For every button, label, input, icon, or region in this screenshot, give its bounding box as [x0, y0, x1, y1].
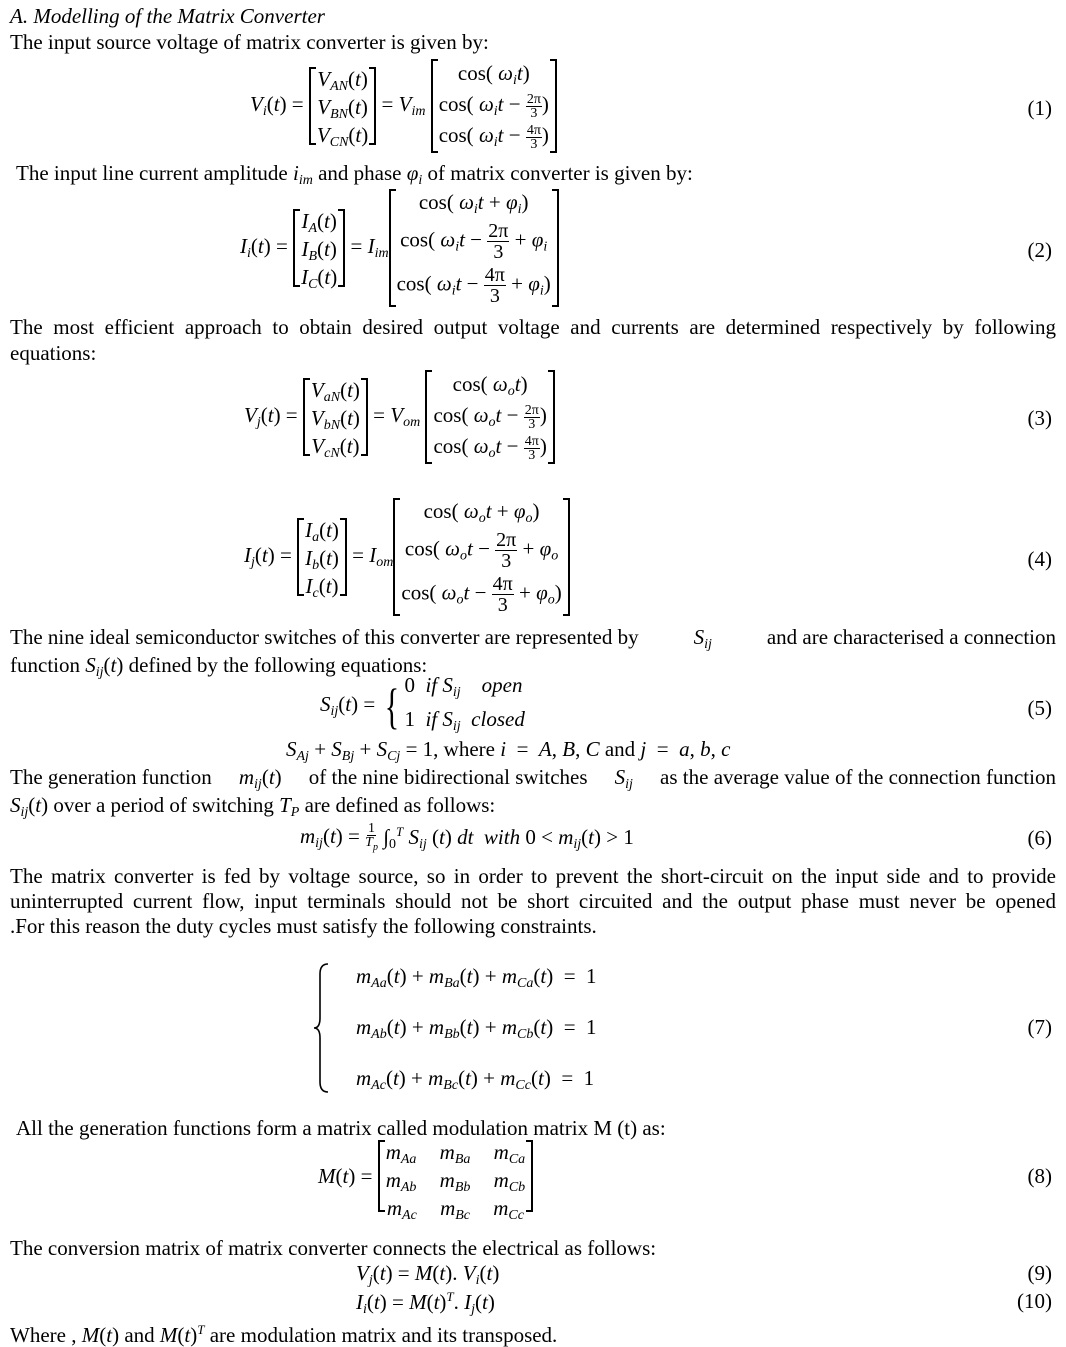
paragraph-conversion-matrix: The conversion matrix of matrix converter connects the electrical as follows:	[10, 1236, 657, 1260]
paragraph-output-line1: The most efficient approach to obtain desired output voltage and currents are determined respectively by following	[10, 315, 1056, 339]
paragraph-output-line2: equations:	[10, 341, 97, 365]
paragraph-where: Where , M(t) and $M(t)^T$ are modulation matrix and its transposed.	[10, 1322, 558, 1347]
equation-number: (4)	[1027, 547, 1052, 571]
equation-9: $V_j(t) = M(t)$. $V_i(t)$	[356, 1261, 500, 1288]
equation-number: (2)	[1027, 238, 1052, 262]
paragraph-switches-line2: function $S_{ij}(t)$ defined by the following equations:	[10, 653, 428, 680]
equation-6: $m_{ij}(t)$ = $\frac{1}{T_p}$ $\int_0^T$ $S_{ij}$ (t) dt with $0 < m_{ij}(t) > 1$	[300, 821, 634, 853]
equation-1: $V_i(t)$ = $V_{AN}(t)$ $V_{BN}(t)$ $V_{CN}(t)$ = $V_{im}$ cos( $\omega_it$) cos( $\omega_it$ − $\frac{2\pi}{3}$ ) cos( $\omega_it$ − $\frac{4\pi}{3}$ )	[250, 58, 557, 154]
paragraph-switches-line1: The nine ideal semiconductor switches of this converter are represented by $S_{ij}$ and are characterised a connection	[10, 625, 1056, 652]
equation-number: (9)	[1027, 1261, 1052, 1285]
equation-number: (6)	[1027, 826, 1052, 850]
left-brace	[312, 960, 332, 1096]
paragraph-constraints-line3: .For this reason the duty cycles must satisfy the following constraints.	[10, 914, 597, 938]
equation-5b: $S_{Aj} + S_{Bj} + S_{Cj} = 1$, where i = A, B, C and j = a, b, c	[286, 737, 731, 764]
equation-5: $S_{ij}(t)$ = { 0 if $S_{ij}$ open 1 if $S_{ij}$ closed	[320, 673, 525, 734]
paragraph-modulation-matrix: All the generation functions form a matrix called modulation matrix M (t) as:	[16, 1116, 666, 1140]
equation-number: (1)	[1027, 96, 1052, 120]
paragraph-generation-line2: $S_{ij}(t)$ over a period of switching $T_P$ are defined as follows:	[10, 793, 496, 820]
equation-10: $I_i(t) = M(t)^T$. $I_j(t)$	[356, 1289, 495, 1317]
paragraph-input-current: The input line current amplitude $i_{im}$ and phase $\varphi_i$ of matrix converter is given by:	[16, 161, 693, 188]
equation-8: M(t) = $m_{Aa}$ $m_{Ba}$ $m_{Ca}$ $m_{Ab}$ $m_{Bb}$ $m_{Cb}$ $m_{Ac}$ $m_{Bc}$ $m_{Cc}$	[318, 1138, 533, 1214]
paragraph-input-voltage: The input source voltage of matrix converter is given by:	[10, 30, 489, 54]
equation-7: $m_{Aa}(t) + m_{Ba}(t) + m_{Ca}(t) = 1$ $m_{Ab}(t) + m_{Bb}(t) + m_{Cb}(t) = 1$ $m_{Ac}(t) + m_{Bc}(t) + m_{Cc}(t) = 1$	[312, 960, 712, 1100]
equation-number: (3)	[1027, 406, 1052, 430]
paragraph-constraints-line2: uninterrupted current flow, input terminals should not be short circuited and the output phase must never be opened	[10, 889, 1056, 913]
paragraph-generation-line1: The generation function $m_{ij}(t)$ of the nine bidirectional switches $S_{ij}$ as the average value of the connection function	[10, 765, 1056, 792]
equation-number: (5)	[1027, 696, 1052, 720]
section-heading: A. Modelling of the Matrix Converter	[10, 4, 325, 28]
paragraph-constraints-line1: The matrix converter is fed by voltage source, so in order to prevent the short-circuit on the input side and to provide	[10, 864, 1056, 888]
equation-number: (8)	[1027, 1164, 1052, 1188]
equation-4: $I_j(t)$ = $I_a(t)$ $I_b(t)$ $I_c(t)$ = $I_{om}$ cos( $\omega_ot + \varphi_o$) cos( $\omega_ot$ − $\frac{2\pi}{3}$ + $\varphi_o$ cos( $\omega_ot$ − $\frac{4\pi}{3}$ + $\varphi_o$)	[244, 494, 570, 620]
equation-3: $V_j(t)$ = $V_{aN}(t)$ $V_{bN}(t)$ $V_{cN}(t)$ = $V_{om}$ cos( $\omega_ot$) cos( $\omega_ot$ − $\frac{2\pi}{3}$ ) cos( $\omega_ot$ − $\frac{4\pi}{3}$ )	[244, 367, 555, 467]
equation-number: (7)	[1027, 1015, 1052, 1039]
equation-number: (10)	[1017, 1289, 1052, 1313]
equation-2: $I_i(t)$ = $I_A(t)$ $I_B(t)$ $I_C(t)$ = $I_{im}$ cos( $\omega_it + \varphi_i$) cos( $\omega_it$ − $\frac{2\pi}{3}$ + $\varphi_i$ cos( $\omega_it$ − $\frac{4\pi}{3}$ + $\varphi_i$)	[240, 186, 559, 310]
